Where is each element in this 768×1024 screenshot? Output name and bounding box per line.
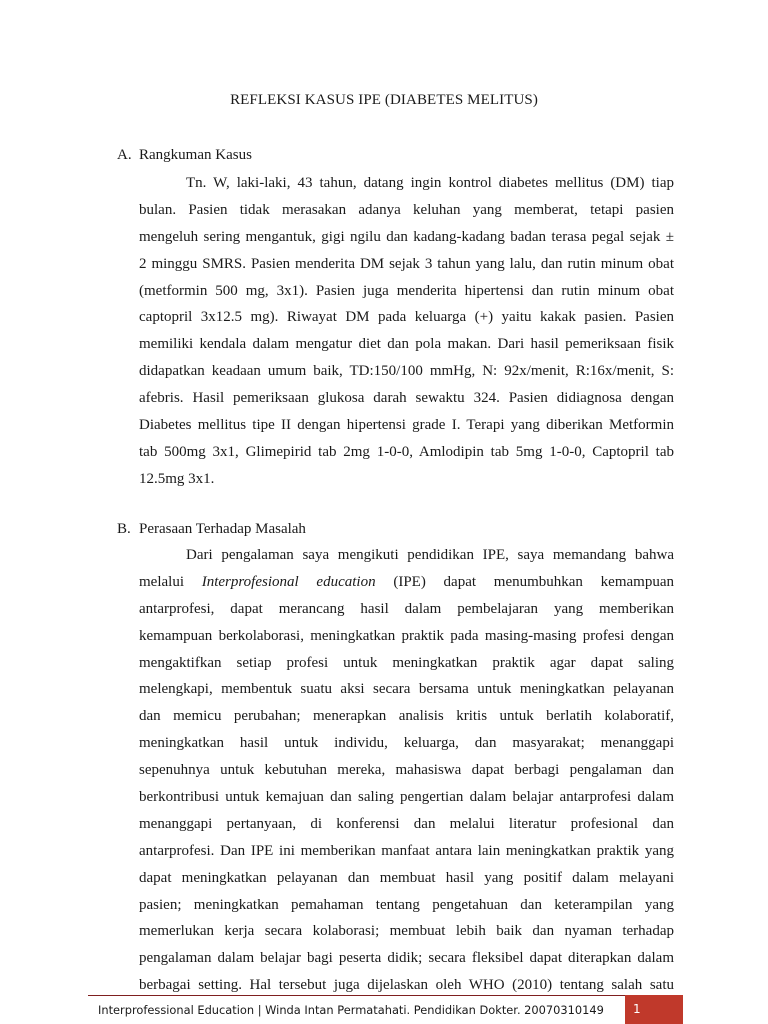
paragraph-line: kemampuan berkolaborasi, meningkatkan praktik pada masing-masing profesi dengan — [139, 627, 674, 644]
italic-term: Interprofesional education — [201, 573, 376, 590]
section-b-letter: B. — [117, 521, 131, 537]
paragraph-line: afebris. Hasil pemeriksaan glukosa darah sewaktu 324. Pasien didiagnosa dengan — [139, 390, 674, 407]
paragraph-line: dapat meningkatkan pelayanan dan membuat hasil yang positif dalam melayani — [139, 869, 674, 886]
section-a-title: Rangkuman Kasus — [139, 147, 252, 163]
paragraph-line: 2 minggu SMRS. Pasien menderita DM sejak 3 tahun yang lalu, dan rutin minum obat — [139, 255, 674, 272]
paragraph-line: menanggapi pertanyaan, di konferensi dan melalui literatur profesional dan — [139, 815, 674, 832]
paragraph-line: dan memicu perubahan; menerapkan analisis kritis untuk berlatih kolaboratif, — [139, 708, 674, 725]
paragraph-line: memiliki kendala dalam mengatur diet dan pola makan. Dari hasil pemeriksaan fisik — [139, 336, 674, 353]
paragraph-line: didapatkan keadaan umum baik, TD:150/100 mmHg, N: 92x/menit, R:16x/menit, S: — [139, 363, 674, 380]
section-b-paragraph — [139, 542, 674, 999]
paragraph-line: Dari pengalaman saya mengikuti pendidikan IPE, saya memandang bahwa — [186, 547, 674, 563]
paragraph-line: Tn. W, laki-laki, 43 tahun, datang ingin kontrol diabetes mellitus (DM) tiap — [186, 175, 674, 191]
section-a-paragraph — [139, 170, 674, 493]
paragraph-line: captopril 3x12.5 mg). Riwayat DM pada keluarga (+) yaitu kakak pasien. Pasien — [139, 309, 674, 326]
page-footer — [88, 995, 683, 1024]
paragraph-line: antarprofesi, dapat merancang hasil dalam pembelajaran yang memberikan — [139, 600, 674, 617]
paragraph-line: memerlukan kerja secara kolaborasi; membuat lebih baik dan nyaman terhadap — [139, 923, 674, 940]
paragraph-line: melengkapi, membentuk suatu aksi secara bersama untuk meningkatkan pelayanan — [139, 681, 674, 698]
paragraph-line: mengaktifkan setiap profesi untuk meningkatkan praktik agar dapat saling — [139, 654, 674, 671]
paragraph-line: 12.5mg 3x1. — [139, 470, 215, 487]
section-a-letter: A. — [117, 147, 132, 163]
section-b-title: Perasaan Terhadap Masalah — [139, 521, 306, 537]
footer-divider — [88, 995, 683, 996]
footer-text: Interprofessional Education | Winda Intan Permatahati. Pendidikan Dokter. 20070310149 — [98, 1003, 604, 1017]
section-b-heading — [117, 521, 306, 538]
paragraph-line — [139, 569, 674, 596]
paragraph-line: pengalaman dalam belajar bagi peserta didik; secara fleksibel dapat diterapkan dalam — [139, 950, 674, 967]
paragraph-line: bulan. Pasien tidak merasakan adanya keluhan yang memberat, tetapi pasien — [139, 201, 674, 218]
paragraph-line: (metformin 500 mg, 3x1). Pasien juga menderita hipertensi dan rutin minum obat — [139, 282, 674, 299]
paragraph-line: berkontribusi untuk kemajuan dan saling pengertian dalam belajar antarprofesi dalam — [139, 789, 674, 806]
paragraph-line: berbagai setting. Hal tersebut juga dijelaskan oleh WHO (2010) tentang salah satu — [139, 977, 674, 994]
paragraph-line: Diabetes mellitus tipe II dengan hipertensi grade I. Terapi yang diberikan Metformin — [139, 417, 674, 434]
paragraph-line: antarprofesi. Dan IPE ini memberikan manfaat antara lain meningkatkan praktik yang — [139, 842, 674, 859]
line-text: (IPE) dapat menumbuhkan kemampuan — [375, 573, 674, 590]
paragraph-line: mengeluh sering mengantuk, gigi ngilu dan kadang-kadang badan terasa pegal sejak ± — [139, 228, 674, 245]
paragraph-line: meningkatkan hasil untuk individu, keluarga, dan masyarakat; menanggapi — [139, 735, 674, 752]
paragraph-line: tab 500mg 3x1, Glimepirid tab 2mg 1-0-0, Amlodipin tab 5mg 1-0-0, Captopril tab — [139, 443, 674, 460]
page-number-badge: 1 — [625, 995, 683, 1024]
document-title: REFLEKSI KASUS IPE (DIABETES MELITUS) — [230, 92, 538, 108]
line-text: melalui — [139, 573, 202, 590]
paragraph-line: pasien; meningkatkan pemahaman tentang pengetahuan dan keterampilan yang — [139, 896, 674, 913]
paragraph-line: sepenuhnya untuk kebutuhan mereka, mahasiswa dapat berbagi pengalaman dan — [139, 762, 674, 779]
section-a-heading — [117, 147, 252, 164]
